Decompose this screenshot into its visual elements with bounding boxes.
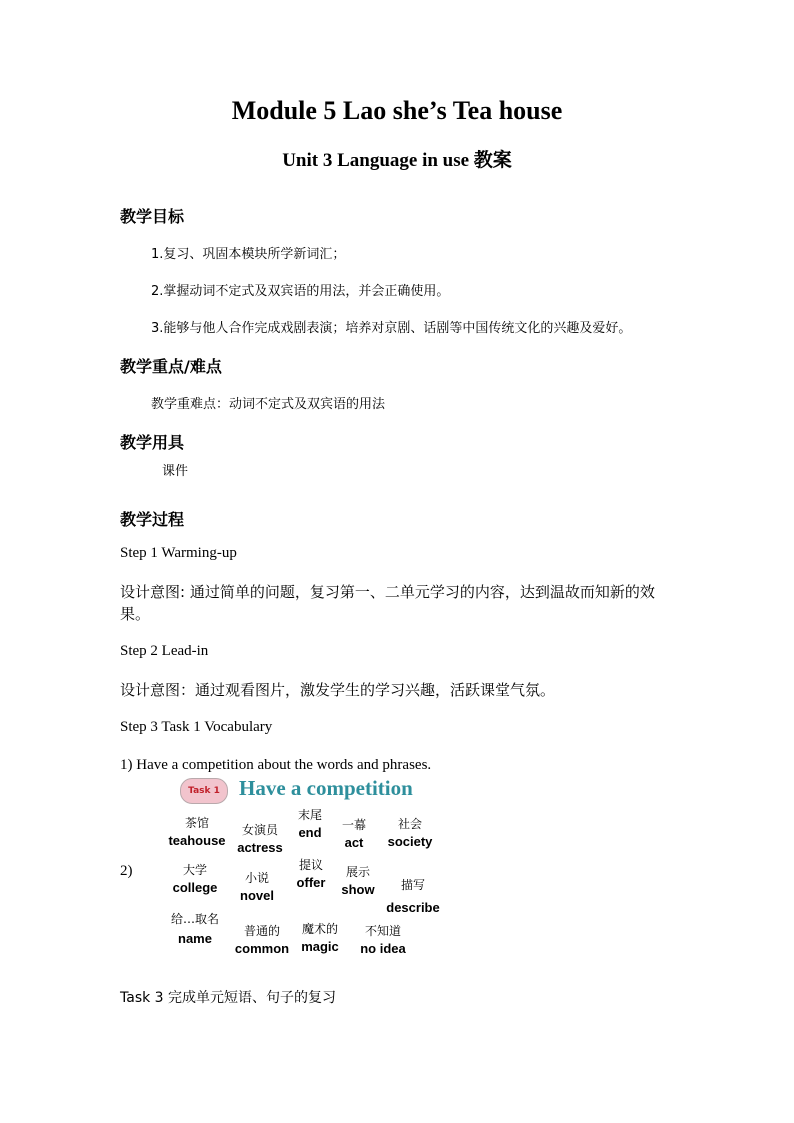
tools-heading: 教学用具 bbox=[120, 433, 185, 452]
vocab-chinese: 女演员 bbox=[241, 823, 278, 837]
vocab-english: offer bbox=[296, 875, 326, 890]
process-heading: 教学过程 bbox=[120, 510, 185, 529]
vocab-chinese: 大学 bbox=[182, 863, 207, 877]
vocab-english: college bbox=[172, 880, 218, 895]
vocab-chinese: 茶馆 bbox=[184, 816, 209, 830]
vocab-english: society bbox=[387, 834, 433, 849]
vocab-chinese: 提议 bbox=[298, 858, 323, 872]
vocab-card-end bbox=[290, 806, 330, 840]
objective-item-3: 3.能够与他人合作完成戏剧表演；培养对京剧、话剧等中国传统文化的兴趣及爱好。 bbox=[151, 321, 632, 336]
vocab-chinese: 描写 bbox=[400, 878, 425, 892]
vocab-card-society bbox=[382, 815, 438, 849]
vocab-chinese: 展示 bbox=[345, 865, 370, 879]
vocab-english: novel bbox=[240, 888, 274, 903]
vocab-chinese: 不知道 bbox=[364, 924, 401, 938]
vocab-card-describe bbox=[380, 876, 446, 915]
vocab-chinese: 给…取名 bbox=[170, 912, 219, 926]
vocab-english: common bbox=[234, 941, 290, 956]
vocab-chinese: 末尾 bbox=[297, 808, 322, 822]
activity-1-text: Have a competition about the words and phrases. bbox=[132, 757, 432, 773]
task-badge: Task 1 bbox=[180, 778, 228, 804]
vocab-english: name bbox=[178, 931, 212, 946]
document-subtitle: Unit 3 Language in use 教案 bbox=[282, 150, 512, 171]
objectives-heading: 教学目标 bbox=[120, 207, 185, 226]
task-title: Have a competition bbox=[239, 776, 413, 800]
step-1-intent: 设计意图: 通过简单的问题，复习第一、二单元学习的内容，达到温故而知新的效果。 bbox=[120, 583, 655, 623]
vocab-chinese: 魔术的 bbox=[301, 922, 338, 936]
activity-1 bbox=[120, 757, 431, 774]
task-3-label: Task 3 完成单元短语、句子的复习 bbox=[120, 990, 337, 1006]
vocab-card-magic bbox=[295, 920, 345, 954]
step-2-intent: 设计意图：通过观看图片，激发学生的学习兴趣，活跃课堂气氛。 bbox=[120, 681, 556, 699]
objective-item-1: 1.复习、巩固本模块所学新词汇； bbox=[151, 247, 346, 262]
step-1-label: Step 1 Warming-up bbox=[120, 545, 237, 561]
vocab-card-actress bbox=[232, 821, 288, 855]
tools-text: 课件 bbox=[162, 464, 189, 479]
vocab-card-college bbox=[166, 861, 224, 895]
keypoints-heading: 教学重点/难点 bbox=[120, 357, 222, 376]
vocab-english: no idea bbox=[360, 941, 406, 956]
vocab-card-act bbox=[334, 816, 374, 850]
vocab-card-teahouse bbox=[165, 814, 229, 848]
vocab-english: magic bbox=[301, 939, 339, 954]
vocab-card-offer bbox=[290, 856, 332, 890]
vocab-card-name bbox=[163, 910, 227, 946]
document-title: Module 5 Lao she’s Tea house bbox=[231, 96, 563, 125]
activity-1-number: 1) bbox=[120, 757, 133, 773]
vocab-card-no-idea bbox=[354, 922, 412, 956]
step-3-label: Step 3 Task 1 Vocabulary bbox=[120, 719, 273, 735]
vocab-chinese: 社会 bbox=[397, 817, 422, 831]
vocab-chinese: 小说 bbox=[244, 871, 269, 885]
keypoints-text: 教学重难点：动词不定式及双宾语的用法 bbox=[151, 397, 386, 412]
vocab-chinese: 普通的 bbox=[243, 924, 280, 938]
activity-2-number: 2) bbox=[120, 863, 133, 879]
objective-item-2: 2.掌握动词不定式及双宾语的用法，并会正确使用。 bbox=[151, 284, 450, 299]
vocab-card-common bbox=[230, 922, 294, 956]
vocab-english: act bbox=[344, 835, 364, 850]
vocab-english: end bbox=[298, 825, 322, 840]
vocab-card-show bbox=[337, 863, 379, 897]
vocab-english: show bbox=[341, 882, 375, 897]
vocab-english: teahouse bbox=[168, 833, 226, 848]
step-2-label: Step 2 Lead-in bbox=[120, 643, 209, 659]
vocab-english: actress bbox=[237, 840, 283, 855]
vocab-english: describe bbox=[386, 900, 440, 915]
vocab-chinese: 一幕 bbox=[341, 818, 366, 832]
vocab-card-novel bbox=[234, 869, 280, 903]
